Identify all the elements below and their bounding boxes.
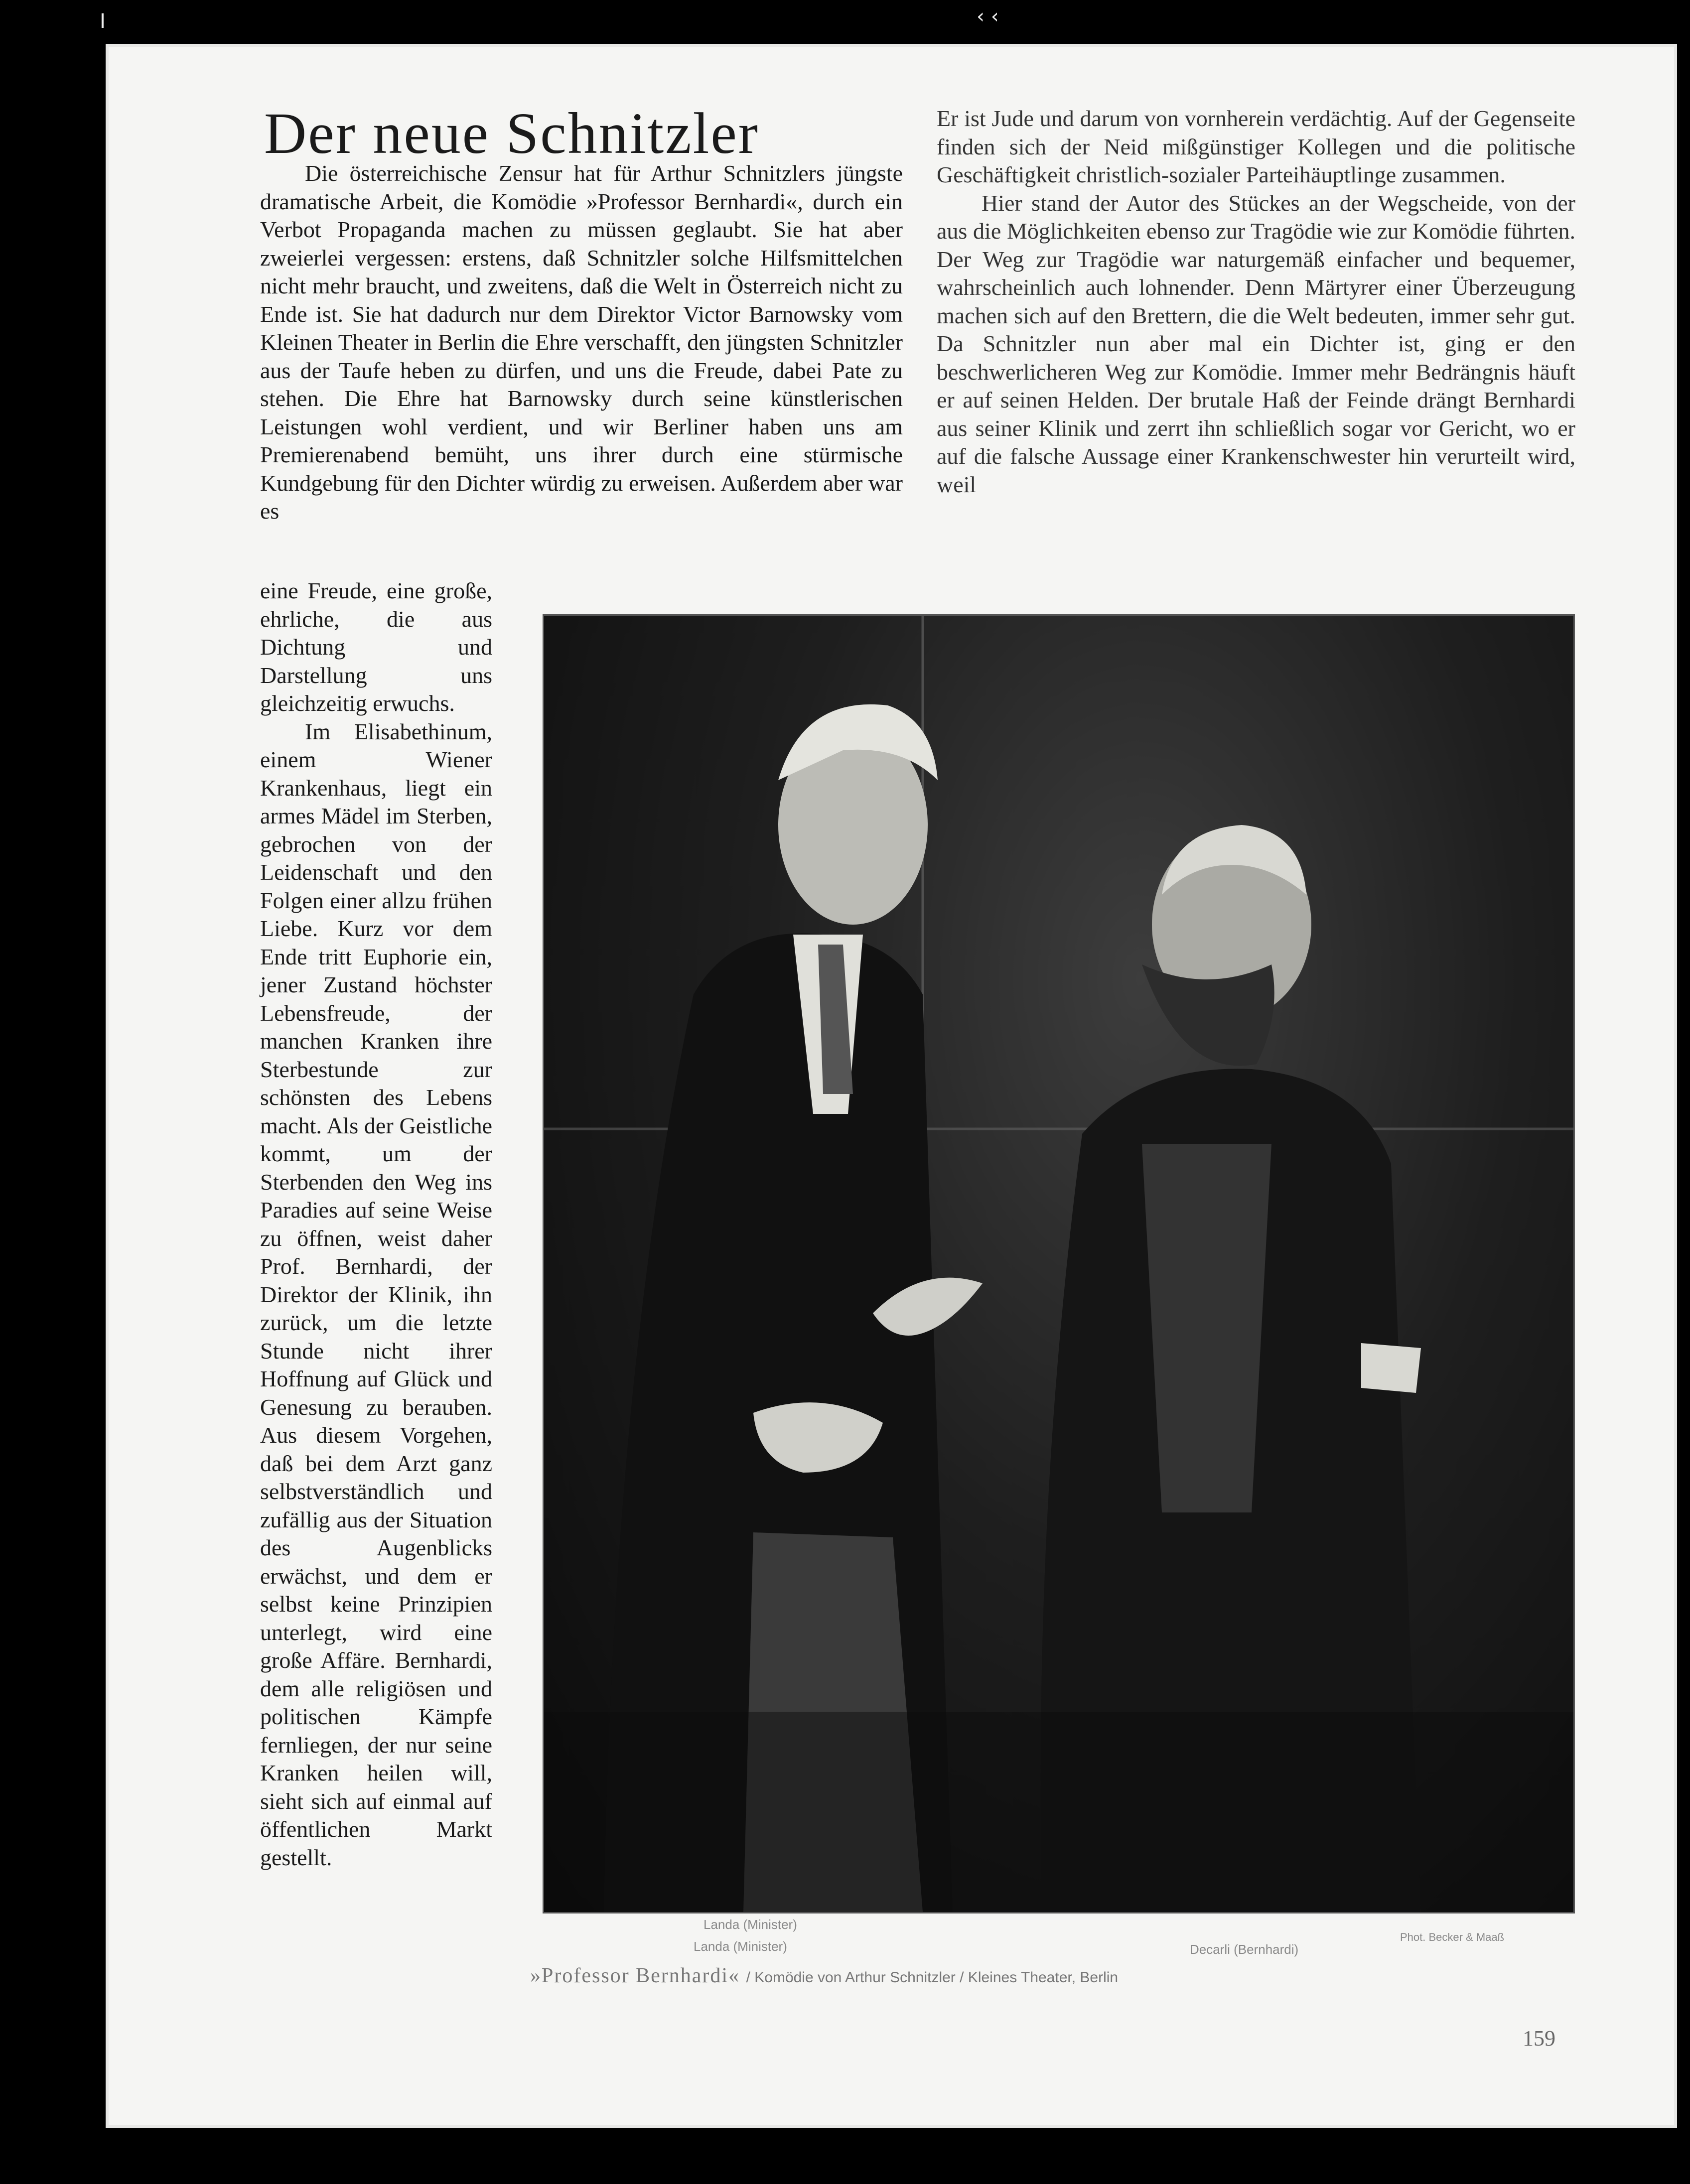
article-title: Der neue Schnitzler [264, 101, 760, 166]
film-mark-right: ‹ ‹ [977, 5, 999, 28]
photo-illustration [544, 616, 1573, 1912]
paragraph: eine Freude, eine große, ehrliche, die aus Dichtung und Darstellung uns gleichzeitig erwuchs. [260, 578, 492, 716]
caption-subtitle: / Komödie von Arthur Schnitzler / Kleines Theater, Berlin [746, 1969, 1119, 1986]
photo-credit: Phot. Becker & Maaß [1400, 1931, 1505, 1943]
page-number: 159 [1523, 2026, 1555, 2050]
caption-title: »Professor Bernhardi« [530, 1964, 740, 1987]
photo-label-left-outer: Landa (Minister) [694, 1939, 787, 1954]
paragraph: Er ist Jude und darum von vornherein verdächtig. Auf der Gegenseite finden sich der Neid mißgünstiger Kollegen und die politische Geschäftigkeit christlich-sozialer Parteihäuptlinge zusammen. [937, 106, 1575, 187]
right-column-top [937, 105, 1575, 499]
photo-caption [530, 1964, 1118, 1988]
photo-label-right: Decarli (Bernhardi) [1190, 1942, 1299, 1957]
paragraph: Hier stand der Autor des Stückes an der Wegscheide, von der aus die Möglichkeiten ebenso zur Tragödie wie zur Komödie führten. Der Weg zur Tragödie war naturgemäß einfacher und bequemer, wahrscheinlich auch lohnender. Denn Märtyrer einer Überzeugung machen sich auf den Brettern, die die Welt bedeuten, immer sehr gut. Da Schnitzler nun aber mal ein Dichter ist, ging er den beschwerlicheren Weg zur Komödie. Immer mehr Bedrängnis häuft er auf seinen Helden. Der brutale Haß der Feinde drängt Bernhardi aus seiner Klinik und zerrt ihn schließlich sogar vor Gericht, wo er auf die falsche Aussage einer Krankenschwester hin verurteilt wird, weil [937, 190, 1575, 497]
left-column-top [260, 159, 903, 526]
paragraph: Im Elisabethinum, einem Wiener Krankenhaus, liegt ein armes Mädel im Sterben, gebrochen von der Leidenschaft und den Folgen einer allzu frühen Liebe. Kurz vor dem Ende tritt Euphorie ein, jener Zustand höchster Lebensfreude, der manchen Kranken ihre Sterbestunde zur schönsten des Lebens macht. Als der Geistliche kommt, um der Sterbenden den Weg ins Paradies auf seine Weise zu öffnen, weist daher Prof. Bernhardi, der Direktor der Klinik, ihn zurück, um die letzte Stunde nicht ihrer Hoffnung auf Glück und Genesung zu berauben. Aus diesem Vorgehen, daß bei dem Arzt ganz selbstverständlich und zufällig aus der Situation des Augenblicks erwächst, und dem er selbst keine Prinzipien unterlegt, wird eine große Affäre. Bernhardi, dem alle religiösen und politischen Kämpfe fernliegen, der nur seine Kranken heilen will, sieht sich auf einmal auf öffentlichen Markt gestellt. [260, 718, 492, 1870]
left-column-narrow [260, 577, 492, 1872]
production-photograph [544, 616, 1573, 1932]
film-mark-left: I [100, 10, 106, 33]
paragraph: Die österreichische Zensur hat für Arthur Schnitzlers jüngste dramatische Arbeit, die Komödie »Professor Bernhardi«, durch ein Verbot Propaganda machen zu müssen geglaubt. Sie hat aber zweierlei vergessen: erstens, daß Schnitzler solche Hilfsmittelchen nicht mehr braucht, und zweitens, daß die Welt in Österreich nicht zu Ende ist. Sie hat dadurch nur dem Direktor Victor Barnowsky vom Kleinen Theater in Berlin die Ehre verschafft, den jüngsten Schnitzler aus der Taufe heben zu dürfen, und uns die Freude, dabei Pate zu stehen. Die Ehre hat Barnowsky durch seine künstlerischen Leistungen wohl verdient, und wir Berliner haben uns am Premierenabend bemüht, uns ihrer durch eine stürmische Kundgebung für den Dichter würdig zu erweisen. Außerdem aber war es [260, 160, 903, 524]
photo-label-left: Landa (Minister) [704, 1917, 797, 1932]
